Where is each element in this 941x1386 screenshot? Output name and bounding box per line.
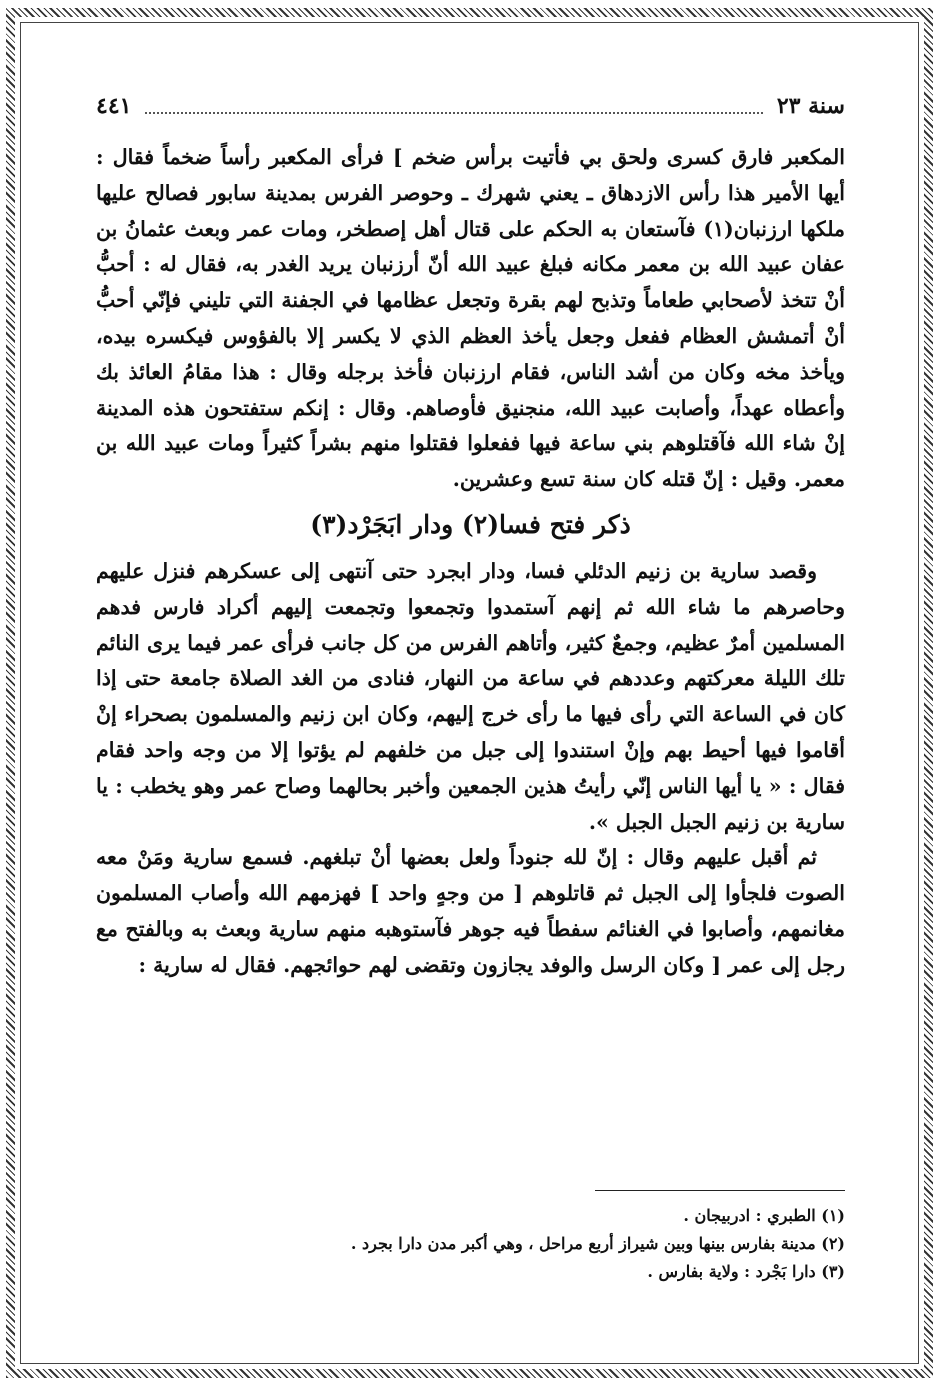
page-body <box>96 140 845 984</box>
page-number: ٤٤١ <box>96 93 132 119</box>
header-year: سنة ٢٣ <box>776 93 845 119</box>
footnote-item: (١) الطبري : ادربيجان . <box>683 1206 845 1225</box>
footnotes <box>96 1202 845 1286</box>
section-heading: ذكر فتح فسا(٢) ودار ابَجَرْد(٣) <box>310 509 631 539</box>
running-header <box>96 86 845 126</box>
footnote-item: (٢) مدينة بفارس بينها وبين شيراز أربع مراحل ، وهي أكبر مدن دارا بجرد . <box>350 1234 845 1253</box>
footnote-separator <box>595 1190 845 1191</box>
body-paragraph: وقصد سارية بن زنيم الدئلي فسا، ودار ابجرد حتى آنتهى إلى عسكرهم فنزل عليهم وحاصرهم ما شاء الله ثم إنهم آستمدوا وتجمعوا وتجمعت إليهم أكراد فارس فدهم المسلمين أمرٌ عظيم، وجمعٌ كثير، وأتاهم الفرس من كل جانب فرأى عمر فيما يرى النائم تلك الليلة معركتهم وعددهم في ساعة من النهار، فنادى من الغد الصلاة جامعة حتى إذا كان في الساعة التي رأى فيها ما رأى خرج إليهم، وكان ابن زنيم والمسلمون بصحراء إنْ أقاموا فيها أحيط بهم وإنْ استندوا إلى جبل من خلفهم لم يؤتوا إلا من وجه واحد فقام فقال : « يا أيها الناس إنّي رأيتُ هذين الجمعين وأخبر بحالهما وصاح عمر وهو يخطب : يا سارية بن زنيم الجبل الجبل ». <box>96 558 845 834</box>
body-paragraph: المكعبر فارق كسرى ولحق بي فأتيت برأس ضخم ] فرأى المكعبر رأساً ضخماً فقال : أيها الأمير هذا رأس الازدهاق ـ يعني شهرك ـ وحوصر الفرس بمدينة سابور فصالح عليها ملكها ارزنبان(١) فآستعان به الحكم على قتال أهل إصطخر، ومات عمر وبعث عثمانُ بن عفان عبيد الله بن معمر مكانه فبلغ عبيد الله أنّ أرزنبان يريد الغدر به، فقال له : أحبُّ أنْ تتخذ لأصحابي طعاماً وتذبح لهم بقرة وتجعل عظامها في الجفنة التي تليني فإنّي أحبُّ أنْ أتمشش العظام ففعل وجعل يأخذ العظم الذي لا يكسر إلا بالفؤوس فيكسره بيده، ويأخذ مخه وكان من أشد الناس، فقام ارزنبان فأخذ برجله وقال : هذا مقامُ العائذ بك وأعطاه عهداً، وأصابت عبيد الله، منجنيق فأوصاهم. وقال : إنكم ستفتحون هذه المدينة إنْ شاء الله فآقتلوهم بني ساعة فيها ففعلوا فقتلوا منهم بشراً كثيراً ومات عبيد الله بن معمر. وقيل : إنّ قتله كان سنة تسع وعشرين. <box>96 145 845 492</box>
body-paragraph: ثم أقبل عليهم وقال : إنّ لله جنوداً ولعل بعضها أنْ تبلغهم. فسمع سارية ومَنْ معه الصوت فلجأوا إلى الجبل ثم قاتلوهم [ من وجهٍ واحد ] فهزمهم الله وأصاب المسلمون مغانمهم، وأصابوا في الغنائم سفطاً فيه جوهر فآستوهبه منهم سارية وبعث به وبالفتح مع رجل إلى عمر [ وكان الرسل والوفد يجازون وتقضى لهم حوائجهم. فقال له سارية : <box>96 845 845 977</box>
footnote-item: (٣) دارا بَجْرد : ولاية بفارس . <box>647 1262 845 1281</box>
header-dotted-leader <box>145 98 762 114</box>
